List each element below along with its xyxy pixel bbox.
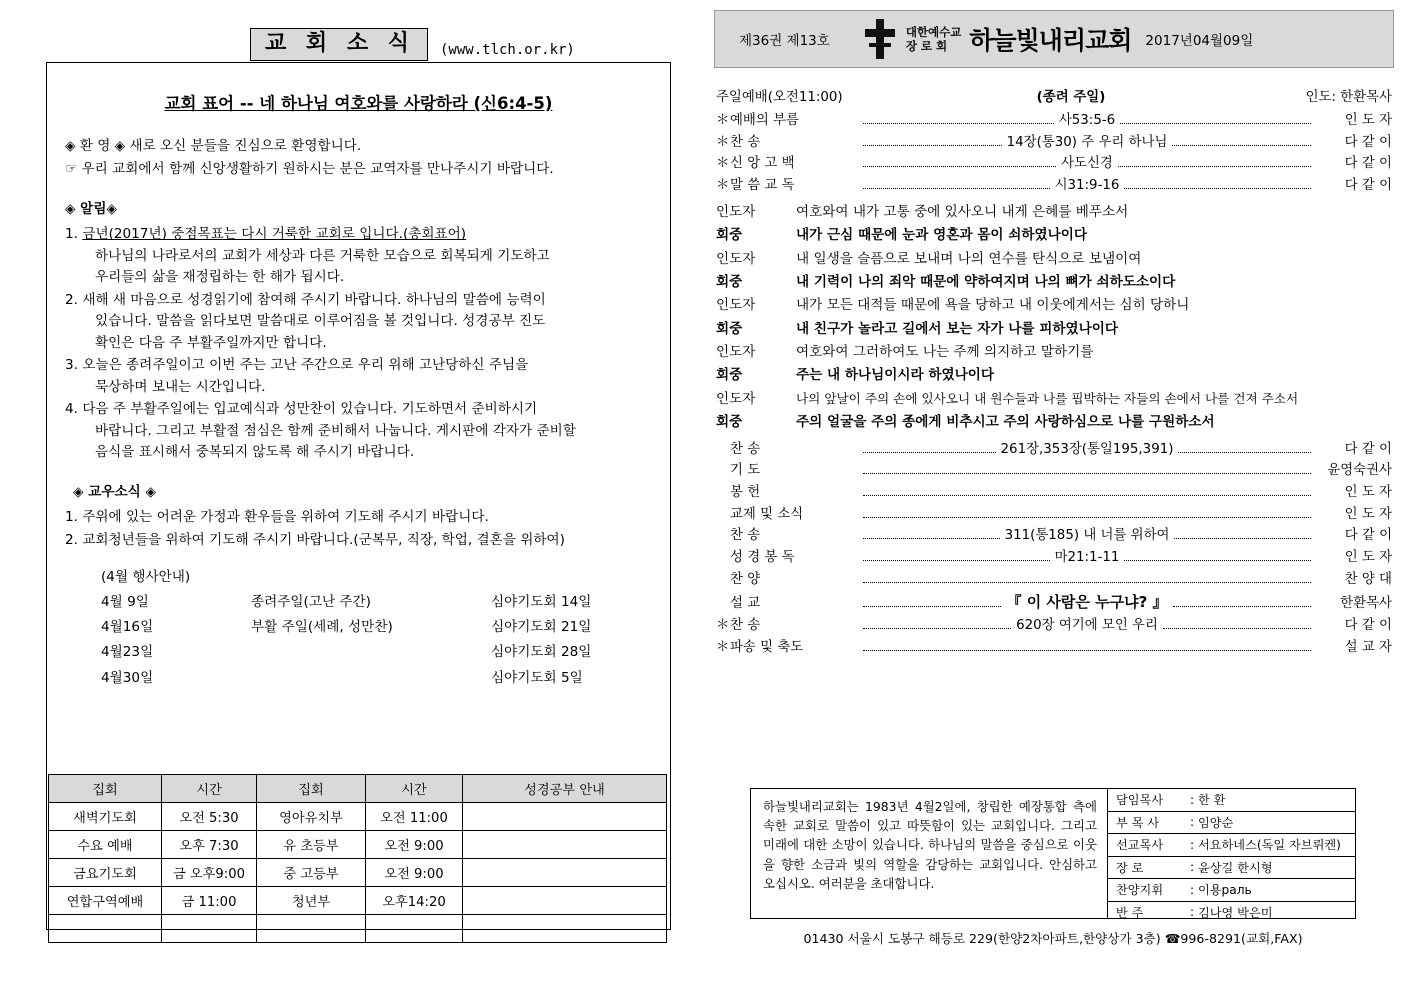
responsive-speaker: 회중 <box>716 320 743 337</box>
event-night-prayer: 심야기도회 5일 <box>491 669 583 686</box>
event-row <box>101 640 652 665</box>
cell <box>162 915 257 943</box>
denomination-line1: 대한예수교 <box>905 24 962 39</box>
staff-name: 윤상길 한시형 <box>1197 860 1273 875</box>
staff-role: 부 목 사 <box>1116 815 1160 830</box>
responsive-text: 나의 앞날이 주의 손에 있사오니 내 원수들과 나를 핍박하는 자들의 손에서 나를 건져 주소서 <box>796 390 1299 406</box>
staff-row <box>1108 812 1355 835</box>
dot-leader <box>1124 188 1311 189</box>
church-slogan: 교회 표어 -- 네 하나님 여호와를 사랑하라 (신6:4-5) <box>164 94 553 113</box>
order-detail: 마21:1-11 <box>1054 550 1120 566</box>
notice-item <box>65 399 652 463</box>
responsive-reading <box>716 201 1392 435</box>
staff-role: 찬양지휘 <box>1116 883 1164 898</box>
order-row-sermon <box>716 590 1392 615</box>
page-title: 교 회 소 식 <box>250 28 428 61</box>
congregation-news-heading: ◈ 교우소식 ◈ <box>73 483 156 500</box>
responsive-line <box>716 248 1392 271</box>
event-schedule <box>65 565 652 691</box>
staff-role: 담임목사 <box>1116 793 1164 808</box>
cell: 수요 예배 <box>49 831 162 859</box>
staff-separator: : <box>1190 837 1198 852</box>
notice-number: 1. <box>65 226 78 243</box>
event-night-prayer: 심야기도회 14일 <box>491 594 592 611</box>
cell: 오전 9:00 <box>366 831 463 859</box>
event-row <box>101 615 652 640</box>
left-body <box>47 136 670 691</box>
order-row <box>716 153 1392 175</box>
order-row <box>716 132 1392 154</box>
event-date: 4월 9일 <box>101 594 149 611</box>
cell: 오후14:20 <box>366 887 463 915</box>
dot-leader <box>863 473 1311 474</box>
order-label: 찬 송 <box>730 134 761 150</box>
order-row <box>716 637 1392 659</box>
responsive-line <box>716 201 1392 224</box>
responsive-line <box>716 318 1392 341</box>
dot-leader <box>1172 145 1311 146</box>
order-label: 찬 양 <box>730 571 761 587</box>
event-date: 4월16일 <box>101 619 154 636</box>
notice-line: 우리들의 삶을 재정립하는 한 해가 됩시다. <box>95 269 345 286</box>
order-row <box>716 439 1392 461</box>
order-label: 파송 및 축도 <box>730 639 804 655</box>
notice-title: 금년(2017년) 중점목표는 다시 거룩한 교회로 입니다.(총회표어) <box>82 226 467 243</box>
event-row <box>101 590 652 615</box>
table-row <box>49 803 667 831</box>
order-detail: 311(통185) 내 너를 위하여 <box>1004 528 1170 544</box>
table-row <box>49 887 667 915</box>
service-leader: 인도: 한환목사 <box>1305 90 1392 105</box>
denomination <box>906 25 962 53</box>
order-detail: 사도신경 <box>1061 156 1113 172</box>
notice-line: 묵상하며 보내는 시간입니다. <box>95 378 266 395</box>
responsive-line <box>716 294 1392 317</box>
order-performer: 다 같 이 <box>1344 441 1392 457</box>
star-mark: ＊ <box>716 178 730 194</box>
responsive-text: 주의 얼굴을 주의 종에게 비추시고 주의 사랑하심으로 나를 구원하소서 <box>796 414 1215 431</box>
sermon-preacher: 한환목사 <box>1340 596 1392 612</box>
sermon-title: 『 이 사람은 누구냐? 』 <box>1006 593 1168 612</box>
order-label: 신 앙 고 백 <box>730 156 795 172</box>
notice-line: 음식을 표시해서 중복되지 않도록 해 주시기 바랍니다. <box>95 444 415 461</box>
dot-leader <box>863 166 1056 167</box>
order-performer: 설 교 자 <box>1344 639 1392 655</box>
staff-name: 서요하네스(독일 자브뤼켄) <box>1197 838 1341 853</box>
event-desc <box>251 666 491 691</box>
meeting-schedule-table <box>48 774 667 943</box>
dot-leader <box>1173 606 1311 607</box>
order-performer: 다 같 이 <box>1344 178 1393 194</box>
cell <box>463 915 667 943</box>
notice-title: 다음 주 부활주일에는 입교예식과 성만찬이 있습니다. 기도하면서 준비하시기 <box>82 401 538 418</box>
event-night-prayer: 심야기도회 28일 <box>491 644 592 661</box>
responsive-text: 여호와여 그러하여도 나는 주께 의지하고 말하기를 <box>796 344 1094 361</box>
order-performer: 다 같 이 <box>1344 134 1392 150</box>
responsive-text: 내 일생을 슬픔으로 보내며 나의 연수를 탄식으로 보냄이여 <box>796 250 1142 267</box>
notice-line: 바랍니다. 그리고 부활절 점심은 함께 준비해서 나눕니다. 게시판에 각자가 준비할 <box>95 422 576 439</box>
order-row <box>716 547 1392 569</box>
responsive-text: 내 기력이 나의 죄악 때문에 약하여지며 나의 뼈가 쇠하도소이다 <box>796 273 1176 290</box>
dot-leader <box>1174 538 1311 539</box>
staff-separator: : <box>1190 792 1198 807</box>
order-detail: 14장(통30) 주 우리 하나님 <box>1006 134 1168 150</box>
church-website-url[interactable]: (www.tlch.or.kr) <box>440 42 575 59</box>
event-night-prayer: 심야기도회 21일 <box>491 619 592 636</box>
staff-separator: : <box>1190 815 1198 830</box>
masthead <box>714 10 1394 68</box>
event-date: 4월30일 <box>101 669 154 686</box>
dot-leader <box>1163 628 1311 629</box>
star-mark: ＊ <box>716 156 730 172</box>
order-label: 설 교 <box>730 596 761 612</box>
responsive-text: 내가 근심 때문에 눈과 영혼과 몸이 쇠하였나이다 <box>796 227 1088 244</box>
staff-role: 선교목사 <box>1116 838 1164 853</box>
dot-leader <box>863 538 1000 539</box>
order-label: 성 경 봉 독 <box>730 550 795 566</box>
order-performer: 인 도 자 <box>1344 506 1392 522</box>
order-label: 찬 송 <box>730 528 761 544</box>
notice-number: 4. <box>65 401 78 418</box>
order-performer: 다 같 이 <box>1344 528 1393 544</box>
cell: 새벽기도회 <box>49 803 162 831</box>
event-row <box>101 666 652 691</box>
order-label: 찬 송 <box>730 441 761 457</box>
order-label: 예배의 부름 <box>730 113 799 128</box>
responsive-speaker: 회중 <box>716 227 743 244</box>
responsive-line <box>716 411 1392 434</box>
order-of-worship <box>716 86 1392 659</box>
cross-icon <box>860 17 900 61</box>
staff-row <box>1108 902 1355 924</box>
order-performer: 찬 양 대 <box>1344 571 1392 587</box>
order-rows-second <box>716 439 1392 659</box>
responsive-text: 내가 모든 대적들 때문에 욕을 당하고 내 이웃에게서는 심히 당하니 <box>796 297 1190 314</box>
responsive-text: 주는 내 하나님이시라 하였나이다 <box>796 367 995 384</box>
notice-line: 있습니다. 말씀을 읽다보면 말씀대로 이루어짐을 볼 것입니다. 성경공부 진도 <box>95 313 546 330</box>
cell <box>463 887 667 915</box>
dot-leader <box>863 582 1311 583</box>
dot-leader <box>1124 560 1311 561</box>
cell: 영아유치부 <box>257 803 366 831</box>
staff-row <box>1108 789 1355 812</box>
dot-leader <box>863 188 1050 189</box>
dot-leader <box>863 452 996 453</box>
page-divider <box>700 0 701 992</box>
responsive-speaker: 인도자 <box>716 203 756 220</box>
order-label: 기 도 <box>730 463 761 479</box>
congregation-news-item: 1. 주위에 있는 어려운 가정과 환우들을 위하여 기도해 주시기 바랍니다. <box>65 509 489 526</box>
responsive-speaker: 인도자 <box>716 250 756 267</box>
notice-number: 2. <box>65 291 78 308</box>
order-label: 찬 송 <box>730 618 761 634</box>
order-row <box>716 482 1392 504</box>
denomination-line2: 장 로 회 <box>905 39 948 53</box>
cell: 금요기도회 <box>49 859 162 887</box>
service-special-day: (종려 주일) <box>1036 90 1106 105</box>
event-desc: 종려주일(고난 주간) <box>251 594 371 611</box>
star-mark: ＊ <box>716 618 730 634</box>
notice-heading: ◈ 알림◈ <box>65 200 117 217</box>
cell <box>49 915 162 943</box>
dot-leader <box>863 495 1311 496</box>
notice-title: 새해 새 마음으로 성경읽기에 참여해 주시기 바랍니다. 하나님의 말씀에 능력이 <box>82 291 546 308</box>
column-header: 성경공부 안내 <box>463 775 667 803</box>
cell: 중 고등부 <box>257 859 366 887</box>
order-performer: 인 도 자 <box>1344 484 1392 500</box>
table-row <box>49 859 667 887</box>
notice-item <box>65 355 652 398</box>
cell <box>366 915 463 943</box>
order-row <box>716 525 1392 547</box>
issue-date: 2017년04월09일 <box>1145 33 1254 49</box>
responsive-line <box>716 341 1392 364</box>
dot-leader <box>863 123 1054 124</box>
order-performer: 다 같 이 <box>1344 156 1392 172</box>
order-row <box>716 460 1392 482</box>
star-mark: ＊ <box>716 639 730 655</box>
cell <box>463 803 667 831</box>
responsive-line <box>716 388 1392 411</box>
responsive-text: 내 친구가 놀라고 길에서 보는 자가 나를 피하였나이다 <box>796 320 1119 337</box>
cell: 연합구역예배 <box>49 887 162 915</box>
staff-list <box>1107 789 1355 918</box>
star-mark: ＊ <box>716 134 730 150</box>
notice-line: 확인은 다음 주 부활주일까지만 합니다. <box>95 334 327 351</box>
cell: 오전 11:00 <box>366 803 463 831</box>
responsive-speaker: 인도자 <box>716 344 756 361</box>
notice-line: 하나님의 나라로서의 교회가 세상과 다른 거룩한 모습으로 회복되게 기도하고 <box>95 247 550 264</box>
order-row <box>716 504 1392 526</box>
column-header: 집회 <box>49 775 162 803</box>
order-label: 봉 헌 <box>730 484 761 500</box>
service-time: 주일예배(오전11:00) <box>716 90 843 105</box>
order-detail: 사53:5-6 <box>1058 113 1116 128</box>
responsive-text: 여호와여 내가 고통 중에 있사오니 내게 은혜를 베푸소서 <box>796 203 1129 220</box>
cell: 금 오후9:00 <box>162 859 257 887</box>
cell <box>463 831 667 859</box>
cell: 금 11:00 <box>162 887 257 915</box>
responsive-speaker: 인도자 <box>716 390 756 407</box>
cell: 오전 9:00 <box>366 859 463 887</box>
cell: 오전 5:30 <box>162 803 257 831</box>
staff-name: 김나영 박은미 <box>1197 905 1273 920</box>
church-name: 하늘빛내리교회 <box>969 26 1132 55</box>
dot-leader <box>863 628 1011 629</box>
left-header <box>250 28 575 61</box>
order-performer: 인 도 자 <box>1344 550 1393 566</box>
order-row <box>716 615 1392 637</box>
table-row <box>49 915 667 943</box>
table-header-row <box>49 775 667 803</box>
column-header: 시간 <box>366 775 463 803</box>
responsive-speaker: 인도자 <box>716 297 756 314</box>
church-address: 01430 서울시 도봉구 해등로 229(한양2차아파트,한양상가 3층) ☎996-8291(교회,FAX) <box>803 931 1303 946</box>
notice-title: 오늘은 종려주일이고 이번 주는 고난 주간으로 우리 위해 고난당하신 주님을 <box>82 357 529 374</box>
notice-item <box>65 290 652 354</box>
church-introduction: 하늘빛내리교회는 1983년 4월2일에, 창립한 예장통합 측에 속한 교회로 말씀이 있고 따뜻함이 있는 교회입니다. 그리고 미래에 대한 소망이 있습니다. 하나님의 말씀을 중심으로 이웃을 향한 소금과 빛의 역할을 감당하는 교회입니다. 안심하고 오십시오. 여러분을 초대합니다. <box>763 799 1097 891</box>
order-performer: 인 도 자 <box>1344 113 1393 128</box>
volume-issue: 제36권 제13호 <box>739 33 830 49</box>
cell: 청년부 <box>257 887 366 915</box>
responsive-line <box>716 364 1392 387</box>
dot-leader <box>1120 123 1311 124</box>
responsive-speaker: 회중 <box>716 367 743 384</box>
cell <box>257 915 366 943</box>
left-page <box>0 0 700 992</box>
column-header: 시간 <box>162 775 257 803</box>
dot-leader <box>863 560 1050 561</box>
order-performer: 다 같 이 <box>1344 618 1392 634</box>
order-label: 교제 및 소식 <box>730 506 804 522</box>
event-date: 4월23일 <box>101 644 154 661</box>
staff-role: 장 로 <box>1116 860 1144 875</box>
order-detail: 시31:9-16 <box>1054 178 1120 194</box>
dot-leader <box>863 606 1001 607</box>
welcome-heading: ◈ 환 영 ◈ 새로 오신 분들을 진심으로 환영합니다. <box>65 138 362 154</box>
dot-leader <box>863 517 1311 518</box>
staff-row <box>1108 834 1355 857</box>
staff-separator: : <box>1190 905 1198 920</box>
responsive-line <box>716 271 1392 294</box>
column-header: 집회 <box>257 775 366 803</box>
order-label: 말 씀 교 독 <box>730 178 795 194</box>
order-row <box>716 110 1392 132</box>
order-header <box>716 86 1392 105</box>
event-desc: 부활 주일(세례, 성만찬) <box>251 619 393 636</box>
event-desc <box>251 640 491 665</box>
order-detail: 620장 여기에 모인 우리 <box>1016 618 1158 634</box>
cell <box>463 859 667 887</box>
cell: 오후 7:30 <box>162 831 257 859</box>
table-row <box>49 831 667 859</box>
right-page <box>702 0 1403 992</box>
staff-row <box>1108 857 1355 880</box>
cell: 유 초등부 <box>257 831 366 859</box>
welcome-subtext: ☞ 우리 교회에서 함께 신앙생활하기 원하시는 분은 교역자를 만나주시기 바랍니다. <box>65 161 554 178</box>
order-row <box>716 569 1392 591</box>
notice-number: 3. <box>65 357 78 374</box>
church-info-box <box>750 788 1356 919</box>
star-mark: ＊ <box>716 113 730 128</box>
responsive-line <box>716 224 1392 247</box>
staff-separator: : <box>1190 860 1198 875</box>
order-performer: 윤영숙권사 <box>1327 463 1392 479</box>
dot-leader <box>1178 452 1311 453</box>
staff-separator: : <box>1190 882 1198 897</box>
dot-leader <box>1118 166 1311 167</box>
dot-leader <box>863 145 1002 146</box>
order-detail: 261장,353장(통일195,391) <box>1000 441 1174 457</box>
notice-item <box>65 224 652 288</box>
staff-name: 이용раль <box>1197 883 1252 898</box>
staff-role: 반 주 <box>1116 905 1144 920</box>
congregation-news-item: 2. 교회청년들을 위하여 기도해 주시기 바랍니다.(군복무, 직장, 학업, 결혼을 위하여) <box>65 531 565 548</box>
staff-name: 임양순 <box>1197 815 1234 830</box>
responsive-speaker: 회중 <box>716 273 743 290</box>
dot-leader <box>863 650 1311 651</box>
event-schedule-heading: (4월 행사안내) <box>101 568 191 585</box>
order-row <box>716 175 1392 197</box>
staff-name: 한 환 <box>1197 793 1226 808</box>
responsive-speaker: 회중 <box>716 414 743 431</box>
staff-row <box>1108 879 1355 902</box>
